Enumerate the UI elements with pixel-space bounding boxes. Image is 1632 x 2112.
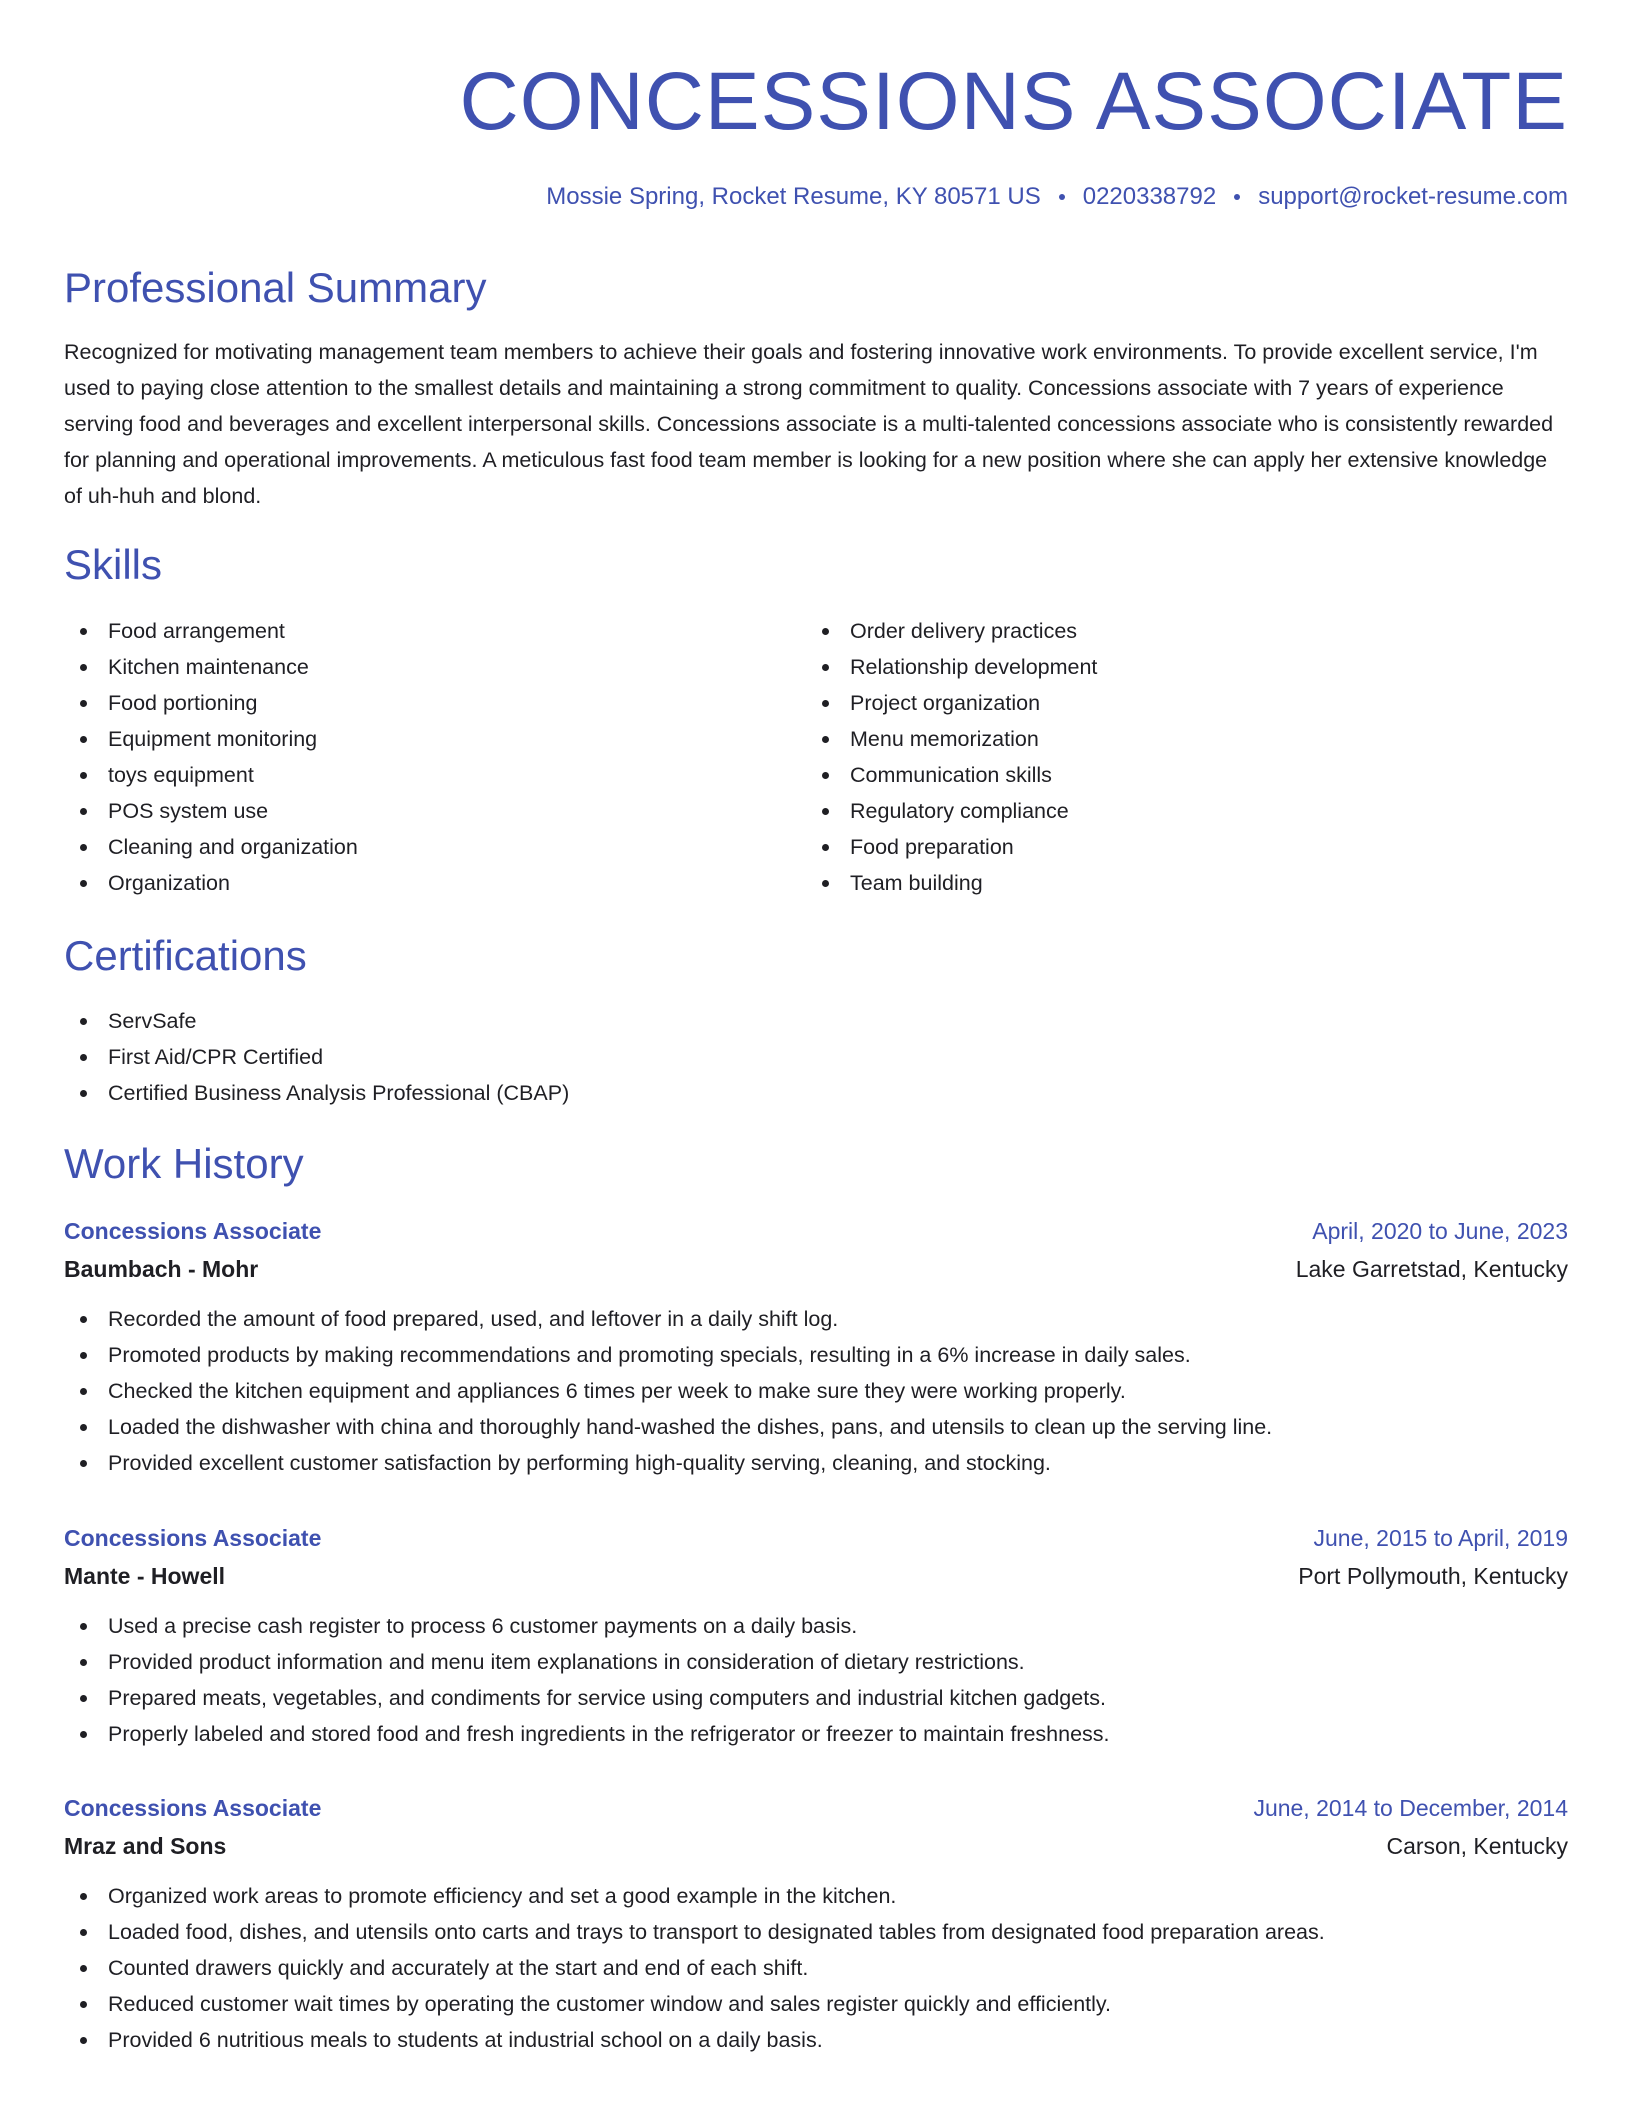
job-duty: Recorded the amount of food prepared, used, and leftover in a daily shift log. [64, 1301, 1568, 1337]
certification-item: Certified Business Analysis Professional (CBAP) [64, 1075, 569, 1111]
job-company-row [64, 1558, 1568, 1596]
certifications-list [64, 1003, 569, 1111]
job-duty: Promoted products by making recommendations and promoting specials, resulting in a 6% increase in daily sales. [64, 1337, 1568, 1373]
job-company: Baumbach - Mohr [64, 1256, 259, 1282]
job-role: Concessions Associate [64, 1795, 322, 1821]
certification-item: First Aid/CPR Certified [64, 1039, 569, 1075]
job-role: Concessions Associate [64, 1525, 322, 1551]
job-duty: Prepared meats, vegetables, and condiments for service using computers and industrial kitchen gadgets. [64, 1680, 1568, 1716]
skill-item: POS system use [64, 793, 804, 829]
job-entry [64, 1790, 1568, 2058]
job-company: Mraz and Sons [64, 1833, 227, 1859]
skill-item: Equipment monitoring [64, 721, 804, 757]
skill-item: Relationship development [806, 649, 1546, 685]
skill-item: Food portioning [64, 685, 804, 721]
contact-line [546, 180, 1568, 214]
job-duties [64, 1301, 1568, 1481]
job-duty: Reduced customer wait times by operating the customer window and sales register quickly and efficiently. [64, 1986, 1568, 2022]
contact-email: support@rocket-resume.com [1258, 183, 1568, 210]
skill-item: Project organization [806, 685, 1546, 721]
job-duty: Counted drawers quickly and accurately at the start and end of each shift. [64, 1950, 1568, 1986]
job-header-row [64, 1520, 1568, 1558]
work-history-heading: Work History [64, 1140, 304, 1187]
job-entry [64, 1520, 1568, 1752]
job-duties [64, 1608, 1568, 1752]
job-dates: June, 2014 to December, 2014 [1253, 1795, 1568, 1821]
skills-list-right [806, 613, 1546, 901]
job-duty: Checked the kitchen equipment and appliances 6 times per week to make sure they were working properly. [64, 1373, 1568, 1409]
skills-list-left [64, 613, 804, 901]
job-duty: Used a precise cash register to process 6 customer payments on a daily basis. [64, 1608, 1568, 1644]
skill-item: Team building [806, 865, 1546, 901]
job-company-row [64, 1251, 1568, 1289]
job-location: Port Pollymouth, Kentucky [1298, 1563, 1568, 1589]
skill-item: Cleaning and organization [64, 829, 804, 865]
job-duty: Loaded food, dishes, and utensils onto carts and trays to transport to designated tables from designated food preparation areas. [64, 1914, 1568, 1950]
job-header-row [64, 1213, 1568, 1251]
job-location: Lake Garretstad, Kentucky [1295, 1256, 1568, 1282]
job-duty: Organized work areas to promote efficiency and set a good example in the kitchen. [64, 1878, 1568, 1914]
skill-item: Regulatory compliance [806, 793, 1546, 829]
skill-item: Order delivery practices [806, 613, 1546, 649]
certifications-heading: Certifications [64, 932, 307, 979]
job-header-row [64, 1790, 1568, 1828]
job-duty: Provided excellent customer satisfaction by performing high-quality serving, cleaning, and stocking. [64, 1445, 1568, 1481]
skill-item: Food arrangement [64, 613, 804, 649]
job-dates: April, 2020 to June, 2023 [1312, 1218, 1568, 1244]
separator-dot [1059, 194, 1065, 200]
job-entry [64, 1213, 1568, 1481]
contact-phone: 0220338792 [1082, 183, 1217, 210]
job-duties [64, 1878, 1568, 2058]
contact-address: Mossie Spring, Rocket Resume, KY 80571 US [546, 183, 1041, 210]
job-location: Carson, Kentucky [1386, 1833, 1568, 1859]
summary-heading: Professional Summary [64, 264, 487, 311]
resume-page [64, 0, 1568, 2112]
job-duty: Loaded the dishwasher with china and thoroughly hand-washed the dishes, pans, and utensils to clean up the serving line. [64, 1409, 1568, 1445]
skill-item: Food preparation [806, 829, 1546, 865]
skill-item: Menu memorization [806, 721, 1546, 757]
job-company: Mante - Howell [64, 1563, 226, 1589]
job-duty: Provided product information and menu item explanations in consideration of dietary restrictions. [64, 1644, 1568, 1680]
skill-item: Communication skills [806, 757, 1546, 793]
skill-item: Organization [64, 865, 804, 901]
summary-text: Recognized for motivating management team members to achieve their goals and fostering innovative work environments. To provide excellent service, I'm used to paying close attention to the smallest details and maintaining a strong commitment to quality. Concessions associate with 7 years of experience serving food and beverages and excellent interpersonal skills. Concessions associate is a multi-talented concessions associate who is consistently rewarded for planning and operational improvements. A meticulous fast food team member is looking for a new position where she can apply her extensive knowledge of uh-huh and blond. [64, 340, 1554, 508]
job-dates: June, 2015 to April, 2019 [1313, 1525, 1568, 1551]
skill-item: toys equipment [64, 757, 804, 793]
job-role: Concessions Associate [64, 1218, 322, 1244]
certification-item: ServSafe [64, 1003, 569, 1039]
job-duty: Properly labeled and stored food and fresh ingredients in the refrigerator or freezer to maintain freshness. [64, 1716, 1568, 1752]
job-company-row [64, 1828, 1568, 1866]
job-duty: Provided 6 nutritious meals to students at industrial school on a daily basis. [64, 2022, 1568, 2058]
skills-heading: Skills [64, 541, 163, 588]
separator-dot [1234, 194, 1240, 200]
skill-item: Kitchen maintenance [64, 649, 804, 685]
resume-title: CONCESSIONS ASSOCIATE [459, 56, 1568, 147]
